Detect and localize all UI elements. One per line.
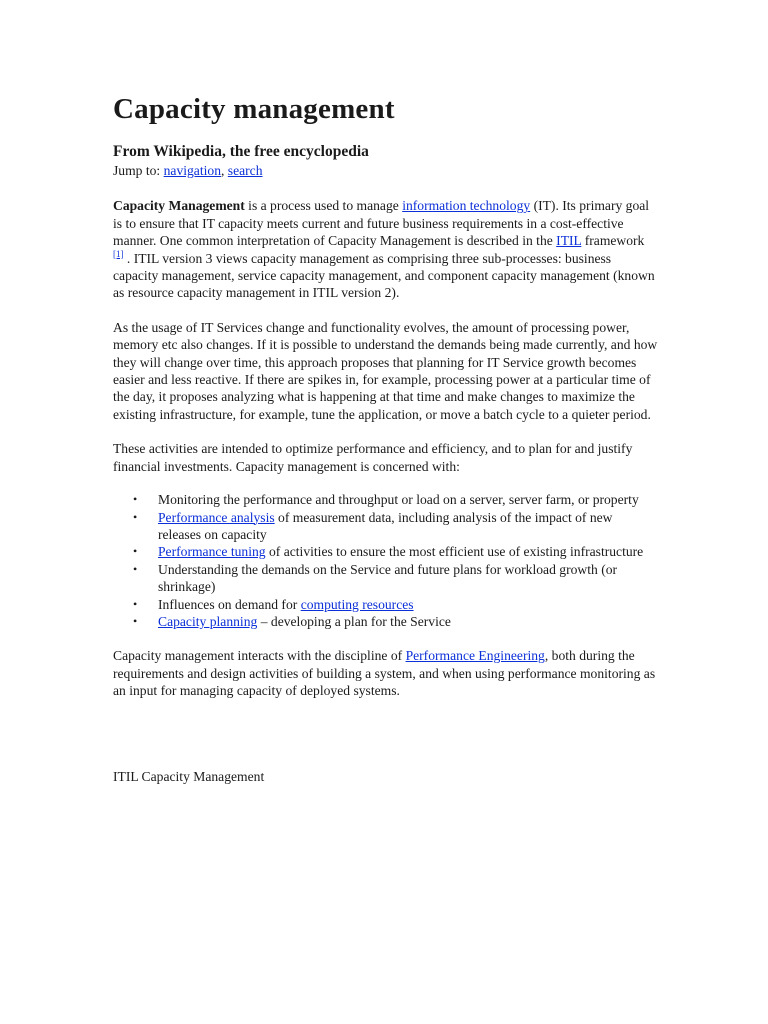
computing-resources-link[interactable]: computing resources bbox=[300, 596, 414, 612]
concerns-list bbox=[113, 491, 658, 630]
reference-1-link[interactable]: [1] bbox=[113, 248, 124, 259]
jump-to-links bbox=[113, 162, 658, 179]
article-content bbox=[113, 90, 658, 785]
list-item bbox=[133, 543, 658, 560]
list-item bbox=[133, 596, 658, 613]
performance-engineering-link[interactable]: Performance Engineering bbox=[405, 648, 545, 664]
intro-bold-term: Capacity Management bbox=[113, 198, 245, 214]
pe-text-1: Capacity management interacts with the discipline of bbox=[113, 648, 406, 664]
intro-paragraph bbox=[113, 197, 658, 301]
itil-capacity-heading: ITIL Capacity Management bbox=[113, 768, 265, 784]
list-item bbox=[133, 561, 658, 596]
activities-paragraph: These activities are intended to optimize performance and efficiency, and to plan for and justify financial investments. Capacity management is concerned with: bbox=[113, 441, 633, 474]
list-item-text: Influences on demand for bbox=[158, 596, 301, 612]
navigation-link[interactable]: navigation bbox=[163, 163, 221, 178]
jump-separator: , bbox=[221, 163, 228, 178]
search-link[interactable]: search bbox=[227, 163, 263, 178]
page-title: Capacity management bbox=[113, 93, 395, 125]
itil-link[interactable]: ITIL bbox=[556, 233, 582, 249]
list-item-text: Monitoring the performance and throughput or load on a server, server farm, or property bbox=[158, 492, 639, 508]
usage-paragraph: As the usage of IT Services change and functionality evolves, the amount of processing power, memory etc also changes. If it is possible to understand the demands being made currently, and how they will change over time, this approach proposes that planning for IT Service growth becomes easier and less reactive. If there are spikes in, for example, processing power at a particular time of the day, it proposes analyzing what is happening at that time and make changes to maximize the existing infrastructure, for example, tune the application, or move a batch cycle to a quieter period. bbox=[113, 319, 658, 422]
pe-text-2: , both during the requirements and design activities of building a system, and when using performance monitoring as an input for managing capacity of deployed systems. bbox=[113, 648, 656, 699]
list-item-text: – developing a plan for the Service bbox=[257, 613, 451, 629]
intro-text-1: is a process used to manage bbox=[244, 198, 403, 214]
list-item bbox=[133, 613, 658, 630]
information-technology-link[interactable]: information technology bbox=[402, 198, 531, 214]
site-subtitle: From Wikipedia, the free encyclopedia bbox=[113, 143, 369, 160]
bullet-symbol: • bbox=[133, 613, 138, 628]
list-item-text: of measurement data, including analysis of the impact of new releases on capacity bbox=[158, 509, 613, 542]
list-item bbox=[133, 509, 658, 544]
intro-text-2: (IT). Its primary goal is to ensure that IT capacity meets current and future business requirements in a cost-effective manner. One common interpretation of Capacity Management is described in the bbox=[113, 198, 650, 249]
list-item-text: Understanding the demands on the Service and future plans for workload growth (or shrinkage) bbox=[158, 561, 618, 595]
bullet-symbol: • bbox=[133, 492, 138, 507]
bullet-symbol: • bbox=[133, 544, 138, 559]
bullet-symbol: • bbox=[133, 509, 138, 524]
intro-text-3: framework bbox=[581, 233, 645, 249]
bullet-symbol: • bbox=[133, 596, 138, 611]
list-item-text: of activities to ensure the most efficient use of existing infrastructure bbox=[265, 544, 644, 560]
jump-to-label: Jump to: bbox=[113, 163, 164, 178]
performance-engineering-paragraph bbox=[113, 647, 658, 699]
performance-tuning-link[interactable]: Performance tuning bbox=[158, 544, 266, 560]
bullet-symbol: • bbox=[133, 561, 138, 576]
capacity-planning-link[interactable]: Capacity planning bbox=[158, 613, 258, 629]
list-item bbox=[133, 491, 658, 508]
performance-analysis-link[interactable]: Performance analysis bbox=[158, 509, 275, 525]
intro-text-4: . ITIL version 3 views capacity management as comprising three sub-processes: business capacity management, service capacity management, and component capacity management (known as resource capacity management in ITIL version 2). bbox=[113, 250, 655, 301]
